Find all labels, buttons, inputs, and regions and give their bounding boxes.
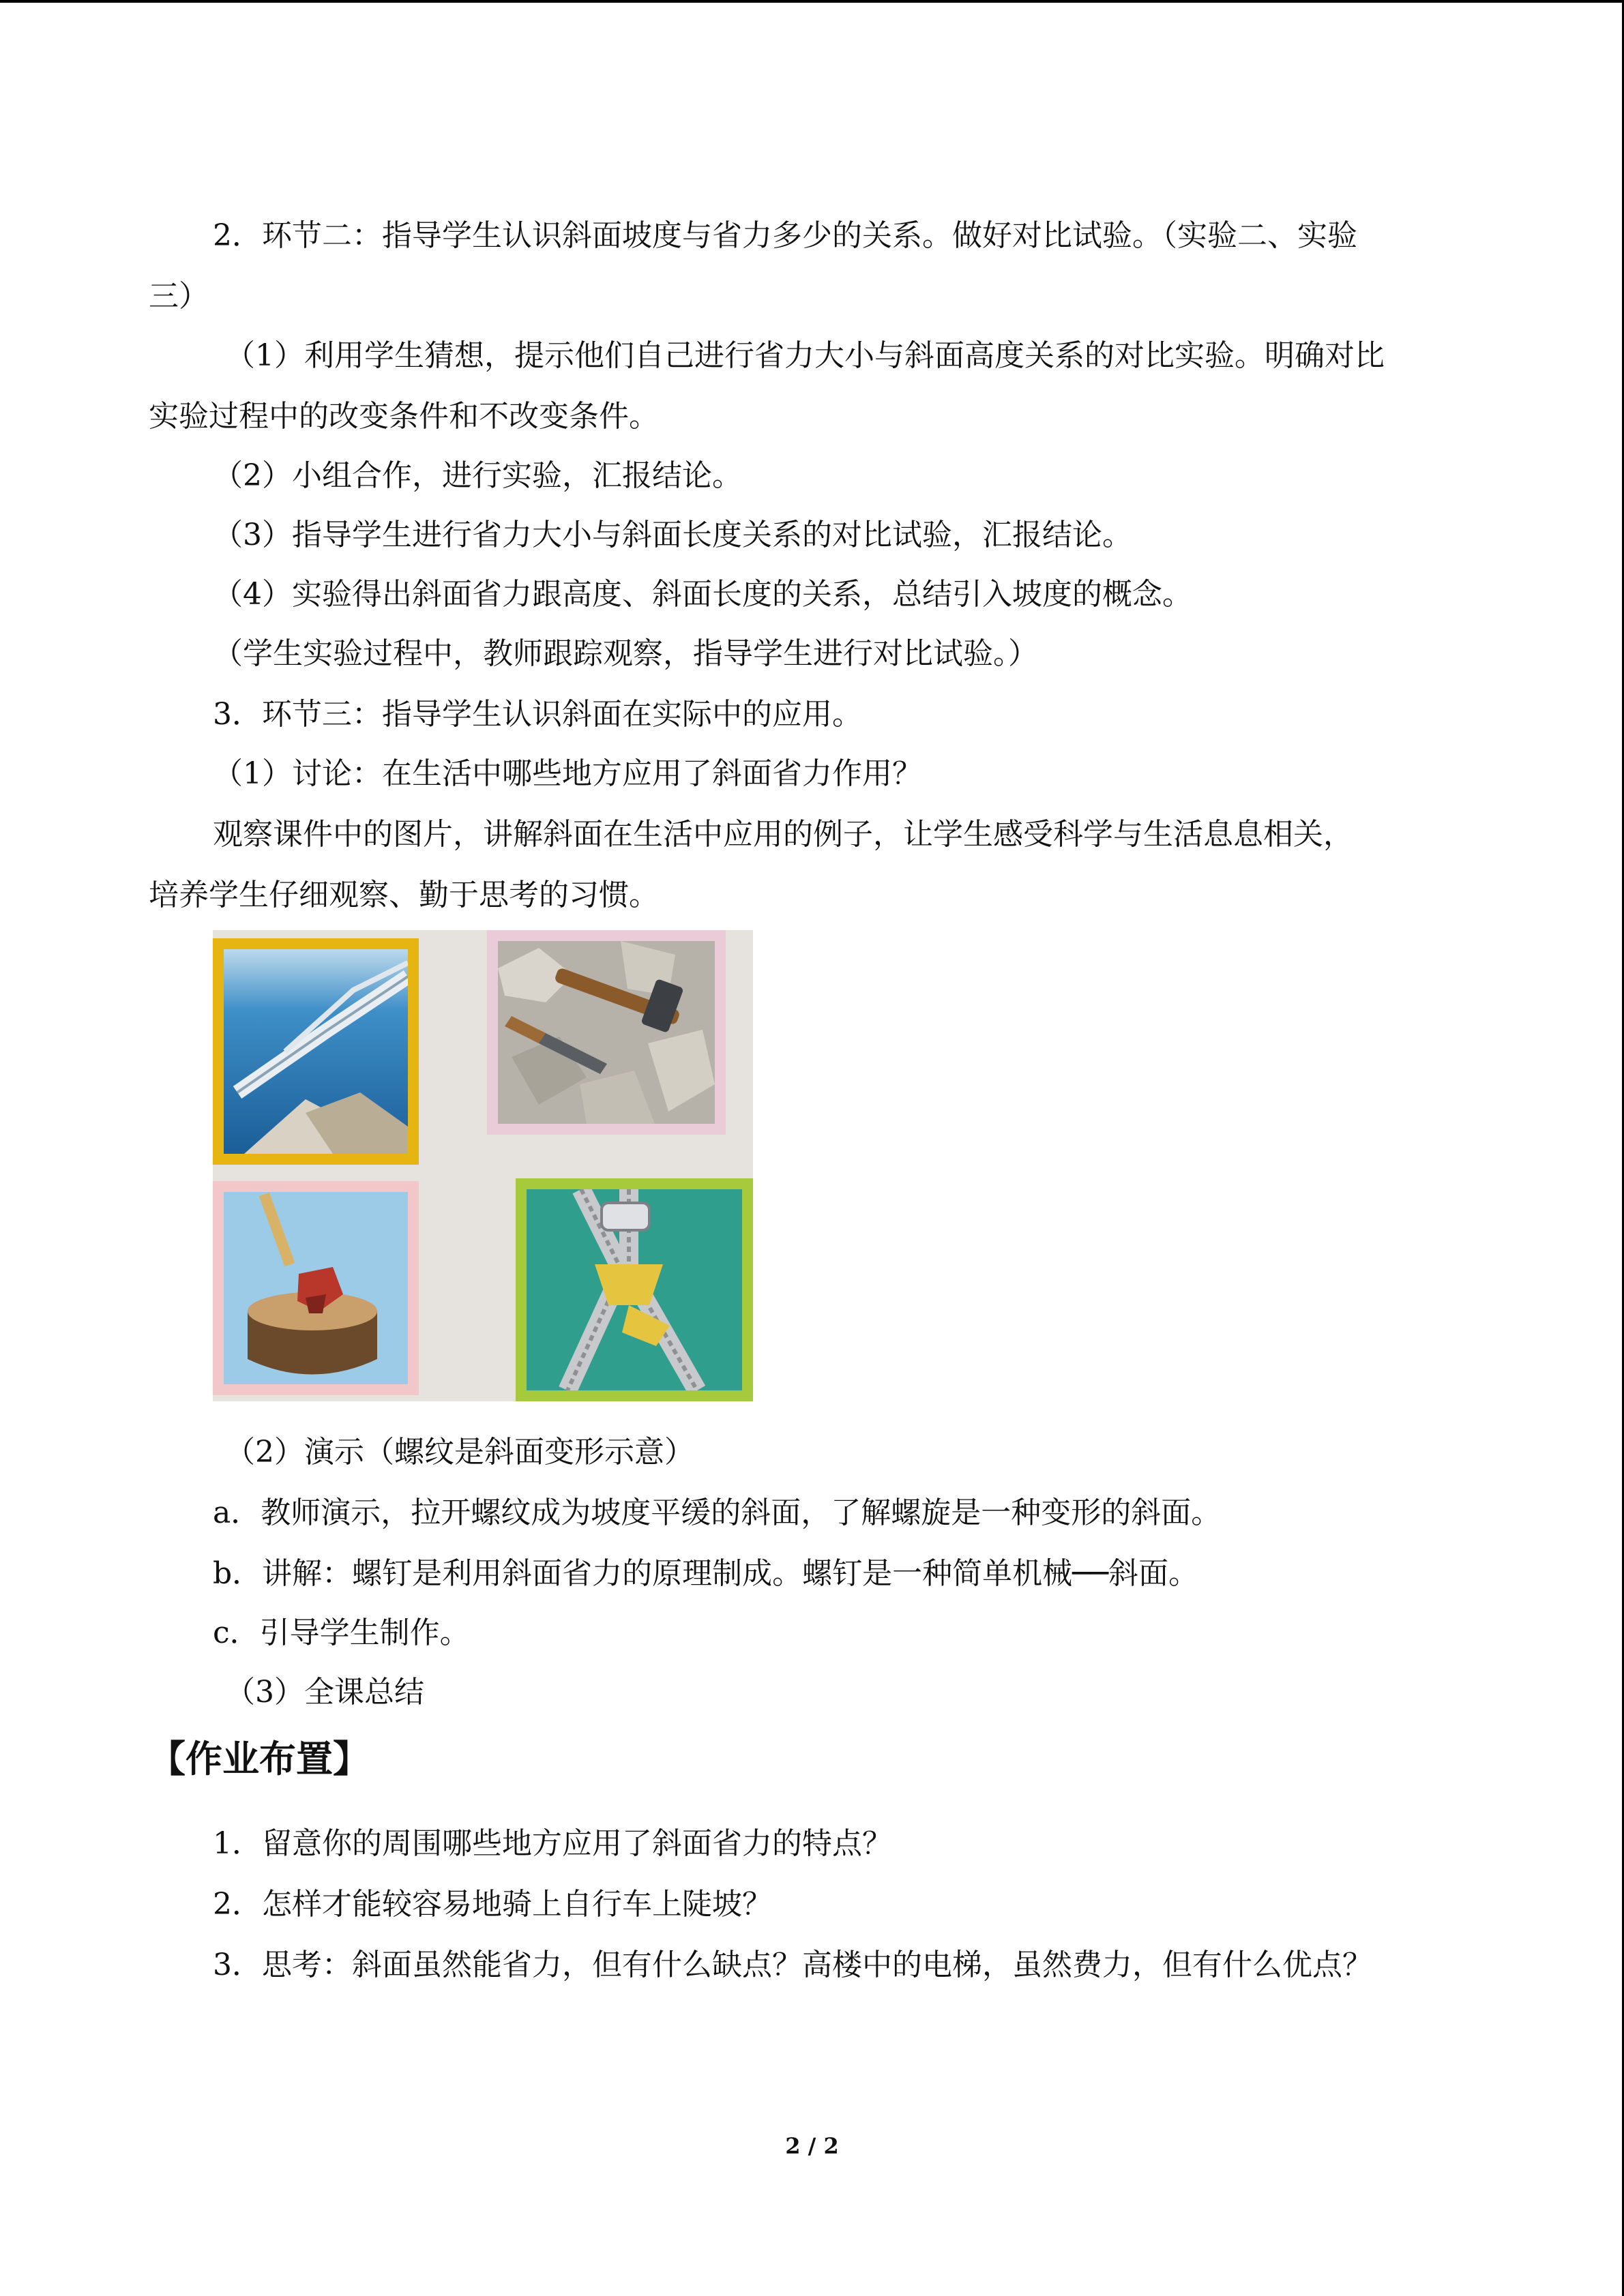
paragraph: b．讲解：螺钉是利用斜面省力的原理制成。螺钉是一种简单机械──斜面。 [213,1556,1199,1591]
zipper-photo [516,1178,753,1401]
hammer-chisel-rocks-photo [487,930,726,1135]
homework-item: 3．思考：斜面虽然能省力，但有什么缺点？高楼中的电梯，虽然费力，但有什么优点？ [213,1948,1372,1982]
paragraph: 3．环节三：指导学生认识斜面在实际中的应用。 [213,697,862,732]
homework-heading: 【作业布置】 [149,1737,370,1780]
paragraph: （3）全课总结 [225,1675,424,1710]
axe-splitting-log-photo [213,1181,419,1395]
paragraph: 观察课件中的图片，讲解斜面在生活中应用的例子，让学生感受科学与生活息息相关， [213,817,1353,852]
paragraph: 实验过程中的改变条件和不改变条件。 [149,399,659,434]
paragraph: （2）演示（螺纹是斜面变形示意） [225,1435,694,1470]
paragraph: c．引导学生制作。 [213,1615,470,1650]
paragraph: （3）指导学生进行省力大小与斜面长度关系的对比试验，汇报结论。 [213,518,1132,552]
paragraph: 培养学生仔细观察、勤于思考的习惯。 [149,878,659,912]
paragraph: （4）实验得出斜面省力跟高度、斜面长度的关系，总结引入坡度的概念。 [213,577,1192,612]
homework-item: 2．怎样才能较容易地骑上自行车上陡坡？ [213,1887,772,1922]
inclined-plane-examples-figure [213,930,753,1401]
paragraph: （1）利用学生猜想，提示他们自己进行省力大小与斜面高度关系的对比实验。明确对比 [225,338,1385,373]
page-border-top [0,0,1624,3]
paragraph: a．教师演示，拉开螺纹成为坡度平缓的斜面，了解螺旋是一种变形的斜面。 [213,1495,1222,1530]
paragraph: （学生实验过程中，教师跟踪观察，指导学生进行对比试验。） [213,636,1038,671]
paragraph: 2．环节二：指导学生认识斜面坡度与省力多少的关系。做好对比试验。（实验二、实验 [213,218,1357,253]
bridge-photo [213,938,419,1165]
homework-item: 1．留意你的周围哪些地方应用了斜面省力的特点？ [213,1826,892,1861]
paragraph: （1）讨论：在生活中哪些地方应用了斜面省力作用？ [213,756,922,791]
paragraph: （2）小组合作，进行实验，汇报结论。 [213,458,742,493]
page-number: 2 / 2 [785,2133,839,2159]
paragraph: 三） [149,279,209,314]
